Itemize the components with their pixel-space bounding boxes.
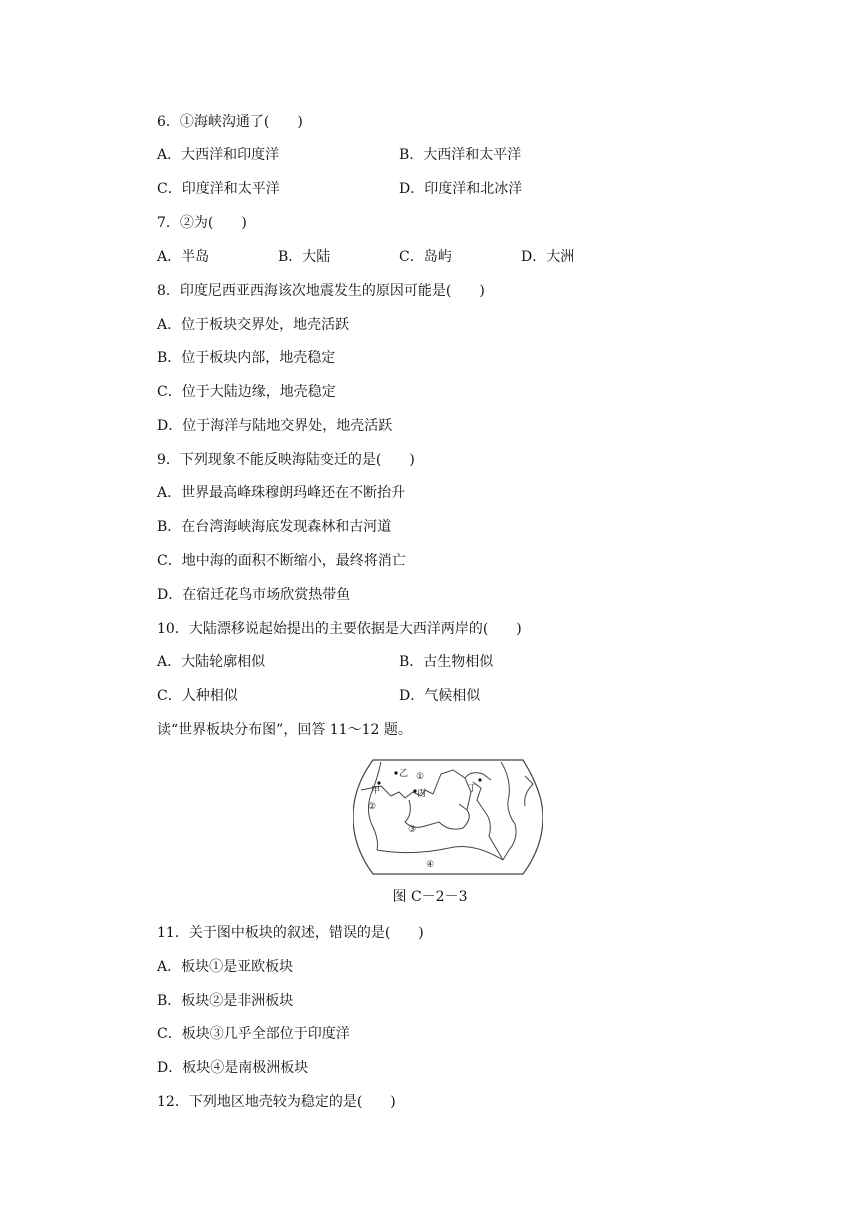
question-6-option-c: C．印度洋和太平洋	[157, 181, 280, 197]
question-10-option-b: B．古生物相似	[399, 654, 494, 670]
question-9-stem: 9．下列现象不能反映海陆变迁的是( )	[157, 452, 415, 468]
question-7-option-d: D．大洲	[521, 249, 575, 265]
question-10-stem: 10．大陆漂移说起始提出的主要依据是大西洋两岸的( )	[157, 621, 522, 637]
question-7-option-b: B．大陆	[278, 249, 331, 265]
map-outline	[353, 760, 543, 874]
question-12-stem: 12．下列地区地壳较为稳定的是( )	[157, 1094, 396, 1110]
question-10-option-c: C．人种相似	[157, 688, 238, 704]
label-n4: ④	[426, 860, 435, 870]
world-plate-map	[353, 752, 543, 882]
marker-ding	[478, 778, 481, 781]
question-7-stem: 7．②为( )	[157, 215, 247, 231]
question-9-option-b: B．在台湾海峡海底发现森林和古河道	[157, 519, 392, 535]
question-8-option-a: A．位于板块交界处，地壳活跃	[157, 317, 350, 333]
plate-boundary-pacific-west	[465, 773, 491, 780]
reading-intro: 读“世界板块分布图”，回答 11～12 题。	[157, 722, 412, 738]
question-6-option-a: A．大西洋和印度洋	[157, 147, 280, 163]
marker-jia	[377, 781, 380, 784]
label-n3: ③	[408, 825, 417, 835]
plate-boundary-east-arc	[525, 776, 533, 806]
question-9-option-a: A．世界最高峰珠穆朗玛峰还在不断抬升	[157, 485, 406, 501]
figure-caption: 图 C－2－3	[392, 889, 468, 905]
plate-boundary-center	[433, 770, 471, 810]
question-8-stem: 8．印度尼西亚西海该次地震发生的原因可能是( )	[157, 283, 485, 299]
label-jia: 甲	[371, 786, 381, 796]
question-9-option-d: D．在宿迁花鸟市场欣赏热带鱼	[157, 587, 351, 603]
question-7-option-c: C．岛屿	[399, 249, 452, 265]
question-10-option-a: A．大陆轮廓相似	[157, 654, 266, 670]
question-9-option-c: C．地中海的面积不断缩小，最终将消亡	[157, 553, 406, 569]
label-n2: ②	[368, 802, 377, 812]
question-8-option-b: B．位于板块内部，地壳稳定	[157, 350, 336, 366]
marker-yi	[394, 771, 397, 774]
question-11-option-b: B．板块②是非洲板块	[157, 993, 294, 1009]
question-6-option-b: B．大西洋和太平洋	[399, 147, 522, 163]
label-ding: 丁	[468, 784, 478, 794]
question-8-option-c: C．位于大陆边缘，地壳稳定	[157, 384, 336, 400]
question-11-option-c: C．板块③几乎全部位于印度洋	[157, 1026, 350, 1042]
world-plate-map-svg	[353, 752, 543, 882]
question-6-option-d: D．印度洋和北冰洋	[399, 181, 523, 197]
question-7-option-a: A．半岛	[157, 249, 210, 265]
plate-boundary-southern	[377, 847, 503, 861]
question-11-option-a: A．板块①是亚欧板块	[157, 959, 294, 975]
label-n1: ①	[416, 772, 425, 782]
label-yi: 乙	[399, 769, 409, 779]
question-11-option-d: D．板块④是南极洲板块	[157, 1060, 309, 1076]
question-6-stem: 6．①海峡沟通了( )	[157, 114, 303, 130]
plate-boundary-pacific-east	[501, 762, 516, 860]
label-bing: 丙	[417, 789, 427, 799]
question-8-option-d: D．位于海洋与陆地交界处，地壳活跃	[157, 418, 393, 434]
question-11-stem: 11．关于图中板块的叙述，错误的是( )	[157, 925, 424, 941]
question-10-option-d: D．气候相似	[399, 688, 481, 704]
